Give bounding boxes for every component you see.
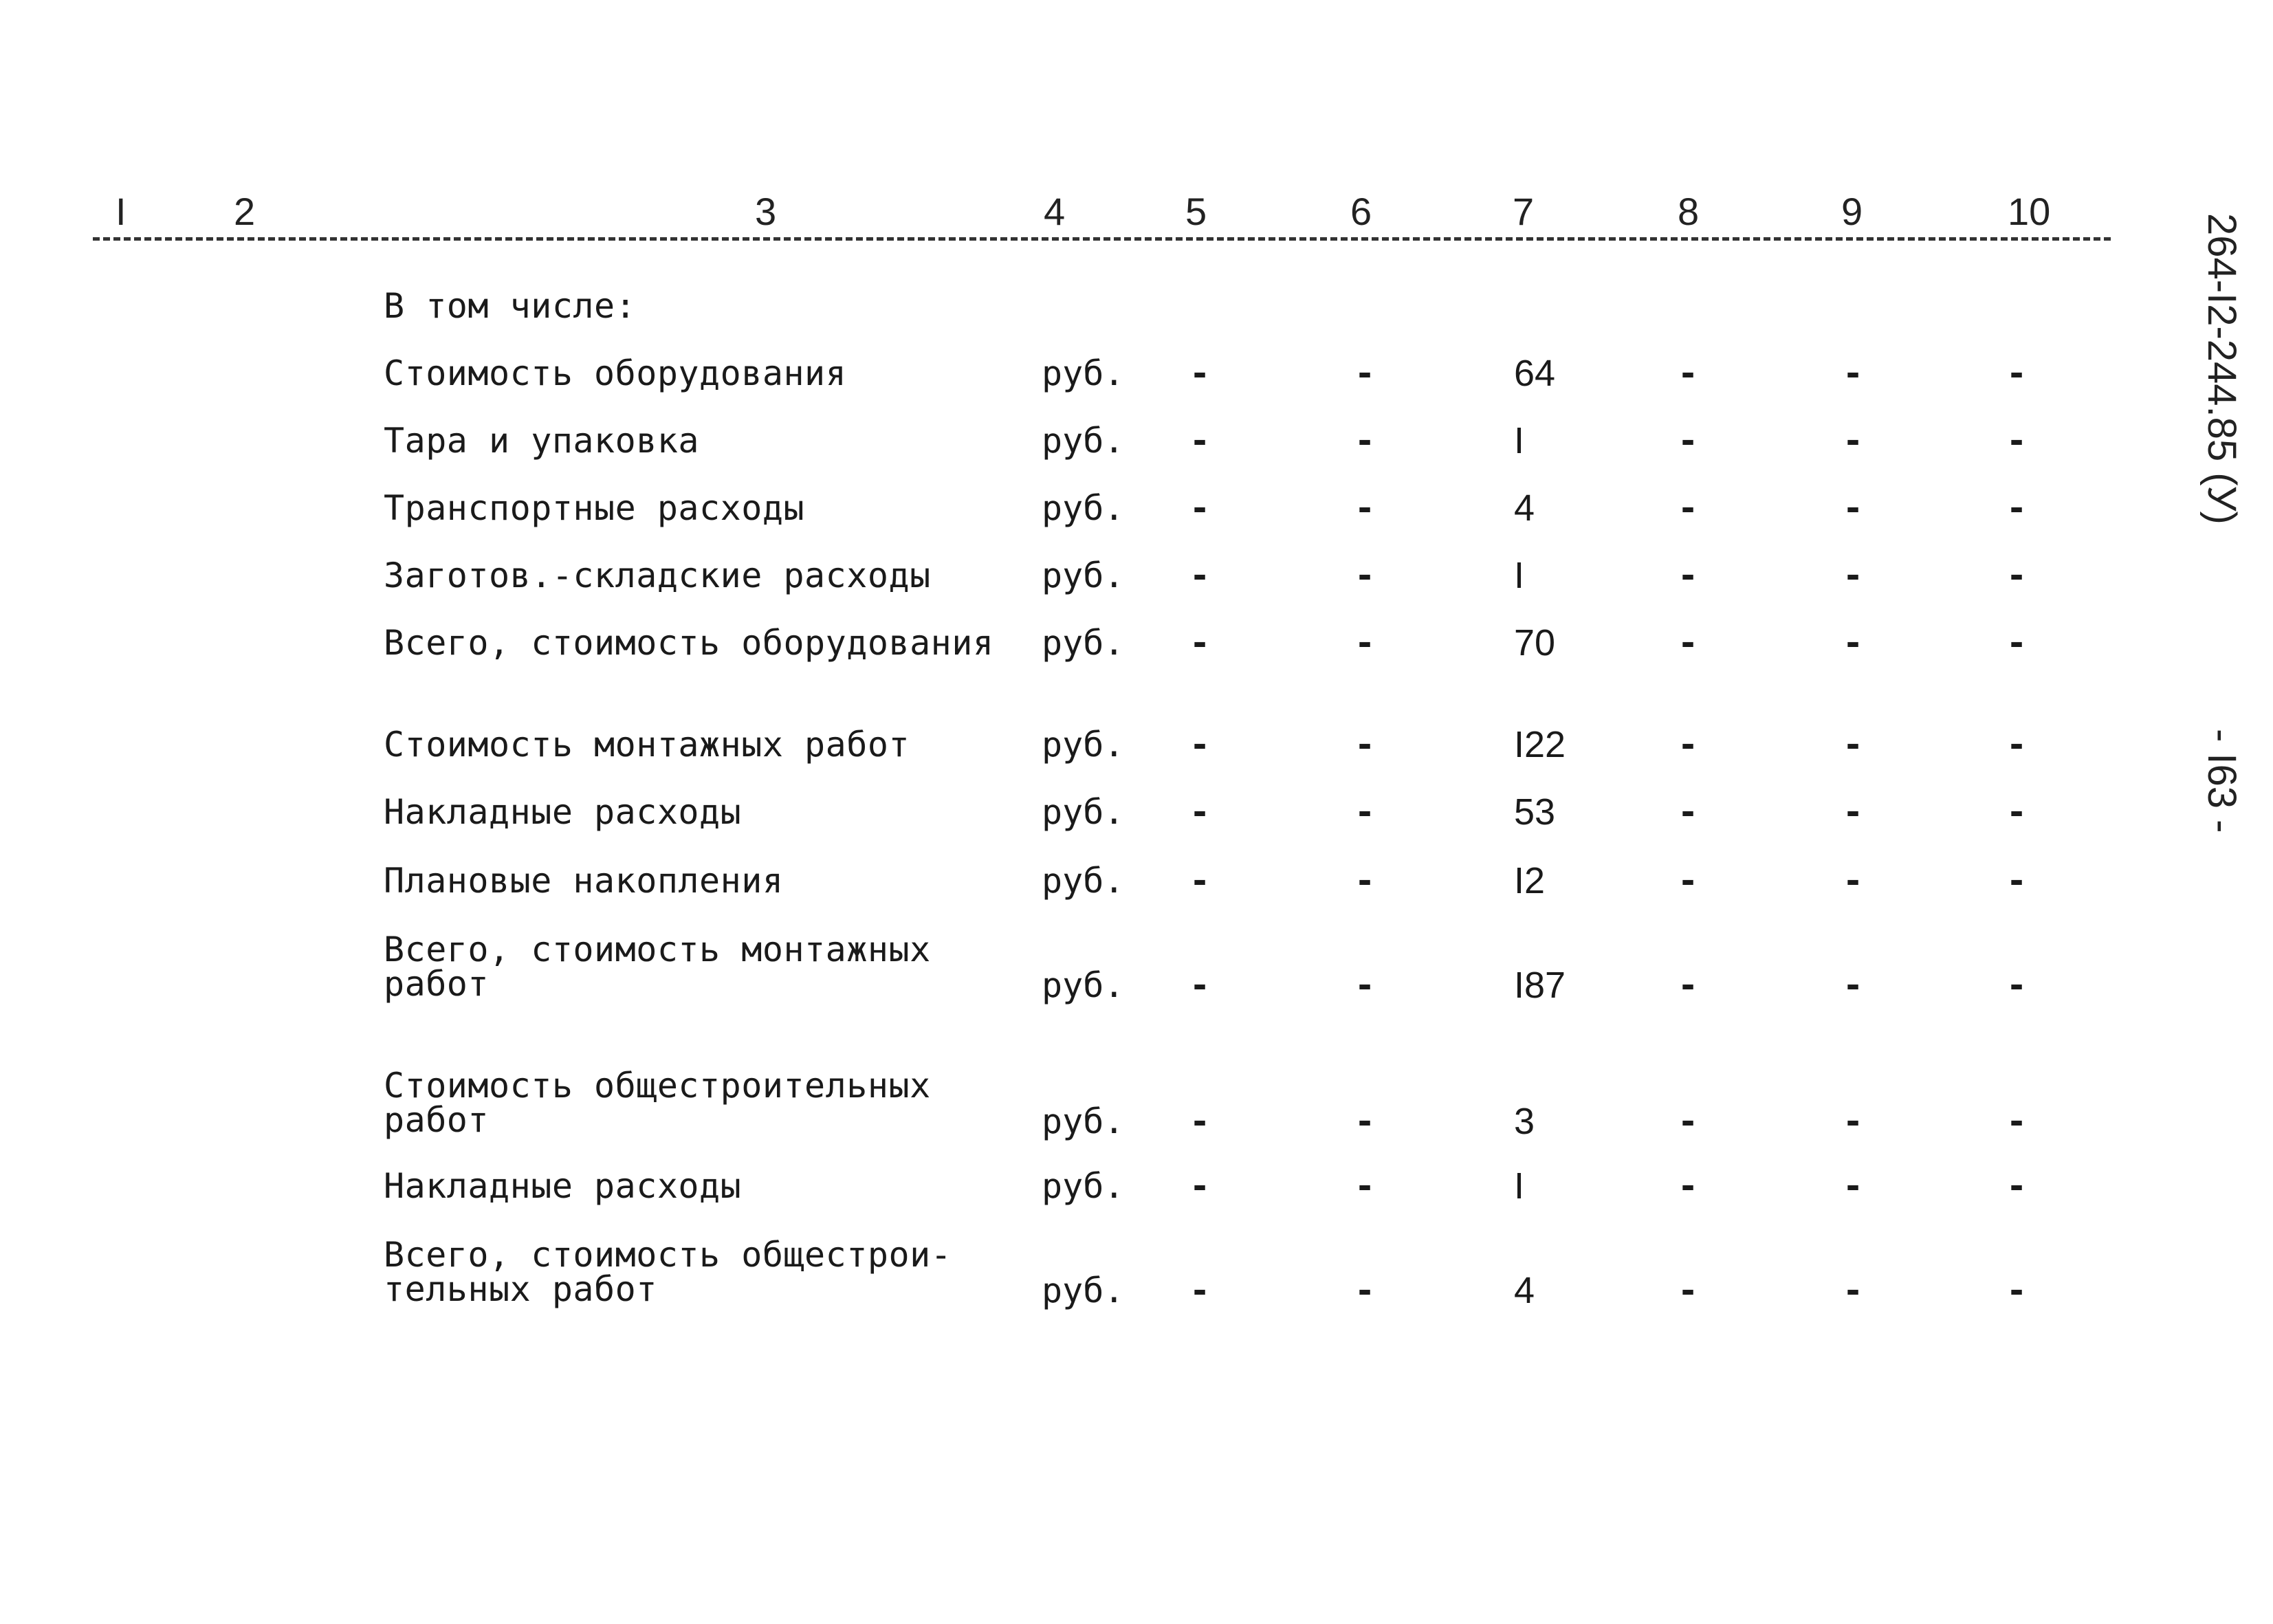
row-col6: - — [1354, 861, 1376, 901]
row-col8: - — [1678, 488, 1699, 528]
row-col9: - — [1843, 792, 1864, 832]
row-unit: руб. — [1042, 861, 1125, 901]
row-name: Стоимость общестроительных работ — [384, 1066, 931, 1140]
row-col7-value: I — [1514, 555, 1525, 596]
row-col10: - — [2006, 556, 2028, 595]
document-code: 264-I2-244.85 (У) — [2199, 213, 2244, 525]
row-col5: - — [1189, 353, 1211, 393]
row-col7-value: I — [1514, 1165, 1525, 1207]
row-col9: - — [1843, 421, 1864, 461]
row-col8: - — [1678, 1271, 1699, 1310]
row-col6: - — [1354, 965, 1376, 1005]
row-col6: - — [1354, 725, 1376, 765]
column-header-10: 10 — [2008, 190, 2051, 233]
row-col9: - — [1843, 725, 1864, 765]
row-col5: - — [1189, 421, 1211, 461]
row-col10: - — [2006, 353, 2028, 393]
row-unit: руб. — [1042, 353, 1125, 393]
row-col5: - — [1189, 623, 1211, 663]
row-col8: - — [1678, 965, 1699, 1005]
row-col7-value: I87 — [1514, 965, 1566, 1006]
row-col6: - — [1354, 1101, 1376, 1141]
table-row — [0, 1165, 2131, 1217]
row-col6: - — [1354, 1166, 1376, 1206]
row-col9: - — [1843, 1101, 1864, 1141]
row-col9: - — [1843, 1271, 1864, 1310]
row-name: Накладные расходы — [384, 792, 742, 832]
table-row — [0, 932, 2131, 1008]
row-col9: - — [1843, 556, 1864, 595]
row-col7-value: 64 — [1514, 353, 1556, 394]
row-name: Всего, стоимость монтажных работ — [384, 930, 931, 1004]
row-unit: руб. — [1042, 965, 1125, 1005]
row-col10: - — [2006, 725, 2028, 765]
row-col5: - — [1189, 556, 1211, 595]
row-col6: - — [1354, 556, 1376, 595]
row-unit: руб. — [1042, 556, 1125, 595]
row-col9: - — [1843, 623, 1864, 663]
row-col5: - — [1189, 1101, 1211, 1141]
row-col6: - — [1354, 1271, 1376, 1310]
table-row — [0, 555, 2131, 606]
row-name: Плановые накопления — [384, 861, 784, 901]
row-col5: - — [1189, 1271, 1211, 1310]
row-col7-value: 4 — [1514, 1270, 1535, 1311]
page-number: - I63 - — [2199, 729, 2244, 833]
row-col7-value: 3 — [1514, 1101, 1535, 1142]
row-col8: - — [1678, 421, 1699, 461]
row-col10: - — [2006, 421, 2028, 461]
row-col7-value: I — [1514, 420, 1525, 461]
row-col10: - — [2006, 1101, 2028, 1141]
table-row — [0, 487, 2131, 539]
row-col8: - — [1678, 861, 1699, 901]
row-unit: руб. — [1042, 623, 1125, 663]
column-header-3: 3 — [755, 190, 777, 233]
row-unit: руб. — [1042, 1271, 1125, 1310]
row-col8: - — [1678, 623, 1699, 663]
row-col10: - — [2006, 488, 2028, 528]
row-col10: - — [2006, 1166, 2028, 1206]
row-col8: - — [1678, 792, 1699, 832]
row-col5: - — [1189, 965, 1211, 1005]
row-name: Тара и упаковка — [384, 421, 700, 461]
column-header-1: I — [116, 190, 127, 233]
column-header-8: 8 — [1678, 190, 1700, 233]
row-col6: - — [1354, 421, 1376, 461]
row-col5: - — [1189, 861, 1211, 901]
row-col9: - — [1843, 353, 1864, 393]
row-unit: руб. — [1042, 792, 1125, 832]
row-col9: - — [1843, 965, 1864, 1005]
row-col6: - — [1354, 488, 1376, 528]
row-name: Заготов.-складские расходы — [384, 556, 931, 595]
section-title: В том числе: — [384, 286, 637, 326]
row-col7-value: 53 — [1514, 791, 1556, 833]
row-col10: - — [2006, 792, 2028, 832]
row-name: Всего, стоимость оборудования — [384, 623, 994, 663]
row-col5: - — [1189, 725, 1211, 765]
row-col10: - — [2006, 861, 2028, 901]
row-name: Всего, стоимость общестрои- тельных работ — [384, 1235, 952, 1309]
row-col5: - — [1189, 792, 1211, 832]
row-unit: руб. — [1042, 725, 1125, 765]
table-row — [0, 1068, 2131, 1144]
row-col7-value: 4 — [1514, 487, 1535, 529]
table-row — [0, 622, 2131, 674]
row-col6: - — [1354, 792, 1376, 832]
row-name: Накладные расходы — [384, 1166, 742, 1206]
table-row — [0, 353, 2131, 404]
row-col7-value: I2 — [1514, 860, 1546, 901]
column-header-5: 5 — [1185, 190, 1207, 233]
row-col6: - — [1354, 353, 1376, 393]
row-col7-value: I22 — [1514, 724, 1566, 765]
row-col9: - — [1843, 488, 1864, 528]
column-header-9: 9 — [1841, 190, 1863, 233]
table-row — [0, 420, 2131, 472]
table-row — [0, 860, 2131, 912]
row-col10: - — [2006, 965, 2028, 1005]
row-col9: - — [1843, 861, 1864, 901]
row-col8: - — [1678, 353, 1699, 393]
row-col5: - — [1189, 1166, 1211, 1206]
row-unit: руб. — [1042, 488, 1125, 528]
row-col10: - — [2006, 1271, 2028, 1310]
row-name: Стоимость оборудования — [384, 353, 847, 393]
row-col6: - — [1354, 623, 1376, 663]
header-rule — [93, 237, 2111, 241]
row-unit: руб. — [1042, 421, 1125, 461]
table-row — [0, 1235, 2131, 1313]
row-col7-value: 70 — [1514, 622, 1556, 663]
table-row — [0, 791, 2131, 843]
column-header-6: 6 — [1350, 190, 1372, 233]
row-col5: - — [1189, 488, 1211, 528]
row-name: Транспортные расходы — [384, 488, 805, 528]
row-col8: - — [1678, 556, 1699, 595]
row-col8: - — [1678, 725, 1699, 765]
row-col8: - — [1678, 1101, 1699, 1141]
row-unit: руб. — [1042, 1101, 1125, 1141]
row-col10: - — [2006, 623, 2028, 663]
row-col9: - — [1843, 1166, 1864, 1206]
row-col8: - — [1678, 1166, 1699, 1206]
table-row — [0, 724, 2131, 776]
row-name: Стоимость монтажных работ — [384, 725, 910, 765]
column-header-4: 4 — [1044, 190, 1066, 233]
section-title-row — [0, 286, 2131, 337]
row-unit: руб. — [1042, 1166, 1125, 1206]
column-header-2: 2 — [234, 190, 256, 233]
column-header-7: 7 — [1513, 190, 1535, 233]
